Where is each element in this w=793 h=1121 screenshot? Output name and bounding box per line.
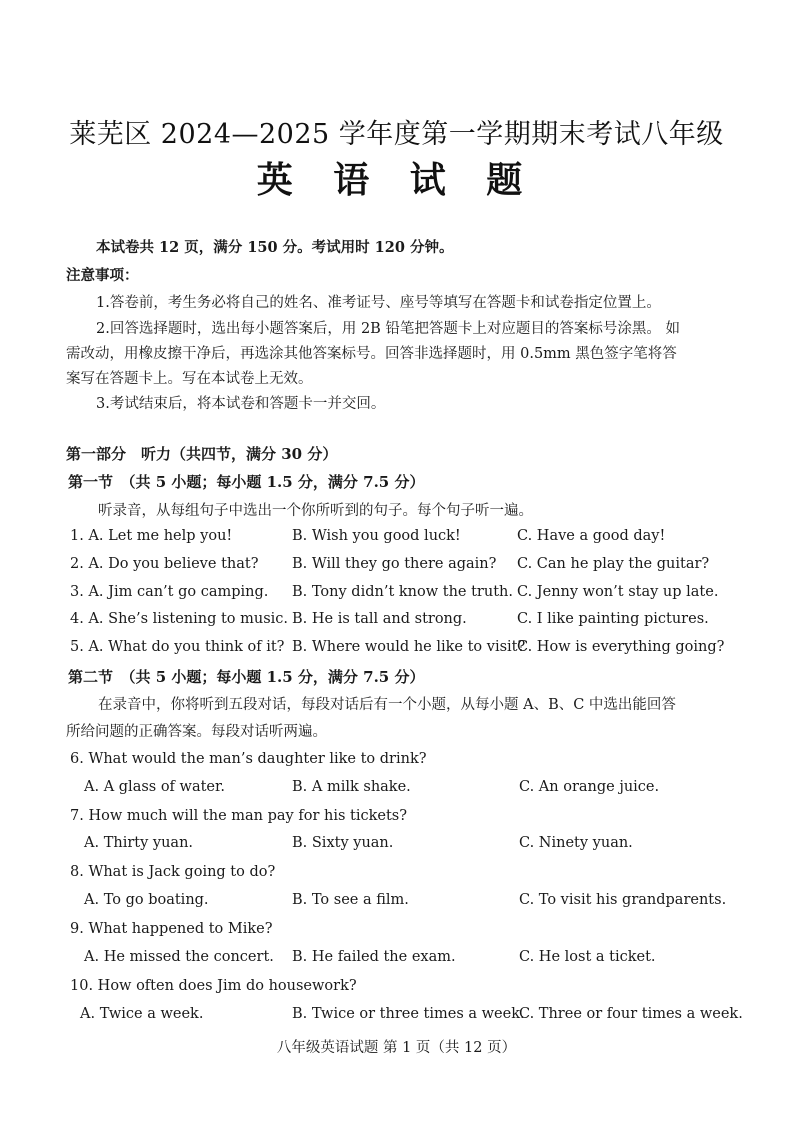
option-b: B. Tony didn’t know the truth. xyxy=(292,584,513,600)
note-2-line-3: 案写在答题卡上。写在本试卷上无效。 xyxy=(66,371,313,387)
question-stem: 10. How often does Jim do housework? xyxy=(70,978,357,994)
option-c: C. An orange juice. xyxy=(519,779,660,795)
option-c: C. Have a good day! xyxy=(517,528,666,544)
question-stem: 8. What is Jack going to do? xyxy=(70,864,276,880)
page-footer: 八年级英语试题 第 1 页（共 12 页） xyxy=(276,1040,517,1056)
option-c: C. I like painting pictures. xyxy=(517,611,709,627)
option-c: C. Jenny won’t stay up late. xyxy=(517,584,719,600)
option-c: C. Can he play the guitar? xyxy=(517,556,710,572)
option-b: B. Wish you good luck! xyxy=(292,528,461,544)
option-a: 5. A. What do you think of it? xyxy=(70,639,285,655)
option-b: B. Twice or three times a week. xyxy=(292,1006,525,1022)
exam-info: 本试卷共 12 页，满分 150 分。考试用时 120 分钟。 xyxy=(96,239,454,256)
note-3: 3.考试结束后，将本试卷和答题卡一并交回。 xyxy=(96,396,386,412)
question-options xyxy=(0,1006,793,1028)
option-c: C. He lost a ticket. xyxy=(519,949,656,965)
option-c: C. Three or four times a week. xyxy=(519,1006,743,1022)
question-stem: 9. What happened to Mike? xyxy=(70,921,273,937)
option-a: A. Thirty yuan. xyxy=(84,835,194,851)
notes-heading: 注意事项： xyxy=(66,267,139,284)
note-2-line-2: 需改动，用橡皮擦干净后，再选涂其他答案标号。回答非选择题时，用 0.5mm 黑色签字笔将答 xyxy=(66,346,677,362)
section-2-instruction-line-2: 所给问题的正确答案。每段对话听两遍。 xyxy=(66,724,327,740)
section-2-instruction-line-1: 在录音中，你将听到五段对话，每段对话后有一个小题，从每小题 A、B、C 中选出能回答 xyxy=(98,697,676,713)
question-options xyxy=(0,892,793,914)
option-b: B. Sixty yuan. xyxy=(292,835,394,851)
question-stem: 7. How much will the man pay for his tickets? xyxy=(70,808,408,824)
option-a: 3. A. Jim can’t go camping. xyxy=(70,584,269,600)
section-2-heading: 第二节 （共 5 小题；每小题 1.5 分，满分 7.5 分） xyxy=(68,668,425,686)
option-a: A. He missed the concert. xyxy=(84,949,274,965)
question-row xyxy=(0,556,793,578)
option-b: B. Will they go there again? xyxy=(292,556,497,572)
question-row xyxy=(0,639,793,661)
question-row xyxy=(0,584,793,606)
section-1-heading: 第一节 （共 5 小题；每小题 1.5 分，满分 7.5 分） xyxy=(68,473,425,491)
option-b: B. Where would he like to visit? xyxy=(292,639,526,655)
option-a: A. To go boating. xyxy=(84,892,209,908)
option-b: B. A milk shake. xyxy=(292,779,411,795)
question-stem: 6. What would the man’s daughter like to drink? xyxy=(70,751,427,767)
option-b: B. He failed the exam. xyxy=(292,949,456,965)
option-a: 1. A. Let me help you! xyxy=(70,528,233,544)
note-1: 1.答卷前，考生务必将自己的姓名、准考证号、座号等填写在答题卡和试卷指定位置上。 xyxy=(96,295,661,311)
section-1-instruction: 听录音，从每组句子中选出一个你所听到的句子。每个句子听一遍。 xyxy=(98,503,533,519)
option-a: 2. A. Do you believe that? xyxy=(70,556,259,572)
option-a: 4. A. She’s listening to music. xyxy=(70,611,289,627)
exam-title: 莱芜区 2024—2025 学年度第一学期期末考试八年级 xyxy=(69,119,724,150)
option-c: C. To visit his grandparents. xyxy=(519,892,727,908)
option-b: B. To see a film. xyxy=(292,892,409,908)
question-row xyxy=(0,528,793,550)
subject-title: 英 语 试 题 xyxy=(256,159,537,201)
part-1-heading: 第一部分 听力（共四节，满分 30 分） xyxy=(66,445,338,463)
question-options xyxy=(0,949,793,971)
note-2-line-1: 2.回答选择题时，选出每小题答案后，用 2B 铅笔把答题卡上对应题目的答案标号涂黑。 如 xyxy=(96,321,681,337)
option-c: C. Ninety yuan. xyxy=(519,835,633,851)
question-options xyxy=(0,779,793,801)
option-c: C. How is everything going? xyxy=(517,639,725,655)
option-b: B. He is tall and strong. xyxy=(292,611,467,627)
question-row xyxy=(0,611,793,633)
option-a: A. A glass of water. xyxy=(84,779,225,795)
option-a: A. Twice a week. xyxy=(80,1006,204,1022)
question-options xyxy=(0,835,793,857)
